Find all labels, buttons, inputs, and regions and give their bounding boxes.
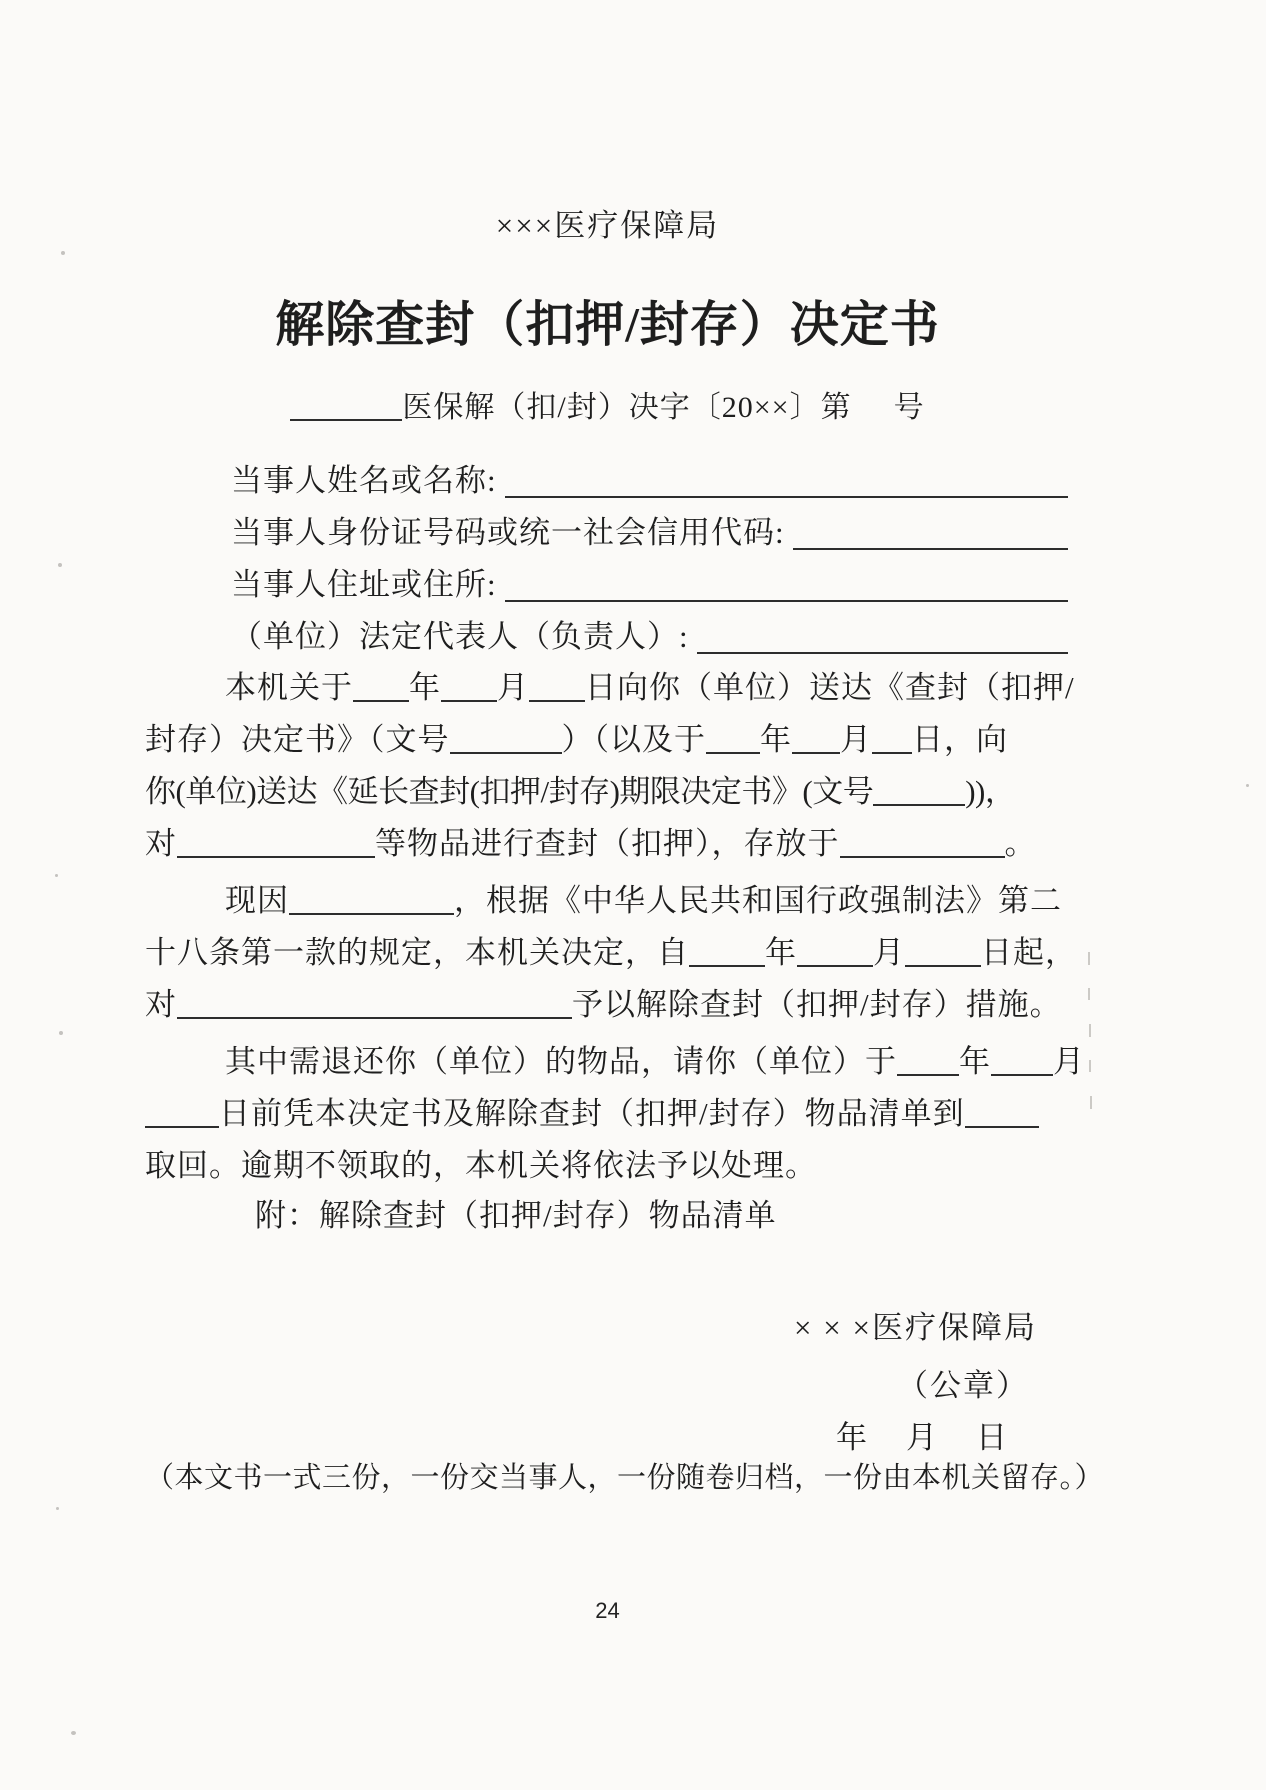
- party-field-row: [145, 507, 1070, 559]
- text-line: [145, 1140, 1080, 1192]
- blank-underline-field: [840, 856, 1005, 858]
- blank-underline-field: [706, 752, 760, 754]
- blank-underline-field: [290, 419, 402, 421]
- party-field-label: 当事人住址或住所:: [231, 567, 497, 602]
- blank-underline-field: [689, 965, 765, 967]
- text-segment: 日向你（单位）送达《查封（扣押/: [585, 670, 1075, 705]
- signature-organization: × × ×医疗保障局: [794, 1310, 1037, 1345]
- blank-underline-field: [145, 1126, 219, 1128]
- scan-speck: [56, 1507, 59, 1510]
- blank-underline-field: [505, 496, 1068, 498]
- blank-underline-field: [697, 652, 1068, 654]
- blank-underline-field: [873, 804, 965, 806]
- party-field-label: 当事人身份证号码或统一社会信用代码:: [231, 515, 785, 550]
- scan-speck: [61, 251, 65, 255]
- text-segment: 日起，: [981, 935, 1077, 970]
- text-line: [145, 662, 1080, 714]
- blank-underline-field: [991, 1074, 1053, 1076]
- text-segment: 号: [893, 391, 925, 424]
- blank-underline-field: [177, 1017, 572, 1019]
- signature-block: [794, 1306, 1037, 1460]
- text-segment: 十八条第一款的规定，本机关决定，自: [145, 935, 689, 970]
- text-segment: 月: [840, 722, 872, 757]
- text-segment: 等物品进行查封（扣押），存放于: [375, 826, 840, 861]
- document-title: 解除查封（扣押/封存）决定书: [275, 297, 940, 352]
- party-field-row: [145, 455, 1070, 507]
- blank-underline-field: [797, 965, 873, 967]
- text-line: [145, 927, 1080, 979]
- party-field-row: [145, 559, 1070, 611]
- blank-underline-field: [353, 700, 409, 702]
- text-line: [145, 1088, 1080, 1140]
- blank-underline-field: [289, 913, 454, 915]
- blank-underline-field: [897, 1074, 959, 1076]
- text-line: [145, 875, 1080, 927]
- scan-dash: [1088, 952, 1090, 965]
- scan-speck: [71, 1731, 76, 1735]
- blank-underline-field: [529, 700, 585, 702]
- text-segment: 对: [145, 826, 177, 861]
- document-number-line: [145, 382, 1070, 434]
- paragraph-item-retrieval: [145, 1036, 1085, 1192]
- text-segment: 月: [873, 935, 905, 970]
- copies-distribution-note: （本文书一式三份，一份交当事人，一份随卷归档，一份由本机关留存。）: [145, 1462, 1105, 1494]
- blank-underline-field: [450, 752, 562, 754]
- paragraph-service-of-seizure-decision: [145, 662, 1080, 870]
- text-segment: 对: [145, 987, 177, 1022]
- text-segment: 现因: [225, 883, 289, 918]
- text-line: [145, 979, 1080, 1031]
- text-segment: ）（以及于: [561, 722, 706, 757]
- text-segment: 年: [409, 670, 441, 705]
- text-segment: 本机关于: [225, 670, 353, 705]
- scan-dash: [1088, 988, 1090, 1000]
- text-segment: 其中需退还你（单位）的物品，请你（单位）于: [225, 1044, 897, 1079]
- scan-dash: [1090, 1096, 1092, 1109]
- scan-speck: [58, 563, 62, 567]
- text-segment: 年: [760, 722, 792, 757]
- party-info-section: [145, 455, 1070, 663]
- text-segment: 年: [959, 1044, 991, 1079]
- blank-underline-field: [505, 600, 1068, 602]
- text-segment: 。: [1004, 826, 1037, 861]
- text-segment: 予以解除查封（扣押/封存）措施。: [572, 987, 1062, 1022]
- issuing-organization-header: ×××医疗保障局: [495, 208, 720, 243]
- text-line: [145, 714, 1080, 766]
- blank-underline-field: [872, 752, 912, 754]
- text-segment: ))，: [965, 774, 1016, 809]
- blank-underline-field: [177, 856, 375, 858]
- text-line: [145, 818, 1080, 870]
- scan-dash: [1089, 1024, 1091, 1037]
- paragraph-lift-decision: [145, 875, 1080, 1031]
- scan-speck: [1246, 784, 1249, 787]
- text-segment: 日，向: [912, 722, 1008, 757]
- party-field-label: 当事人姓名或名称:: [231, 463, 497, 498]
- blank-underline-field: [905, 965, 981, 967]
- text-segment: 月: [497, 670, 529, 705]
- blank-underline-field: [792, 752, 840, 754]
- text-segment: 封存）决定书》（文号: [145, 722, 450, 757]
- scan-speck: [55, 874, 58, 877]
- page-number: 24: [595, 1598, 620, 1623]
- text-line: [145, 1036, 1085, 1088]
- attachment-note: 附：解除查封（扣押/封存）物品清单: [255, 1198, 777, 1233]
- signature-date-placeholder: 年 月 日: [836, 1420, 1011, 1455]
- blank-underline-field: [441, 700, 497, 702]
- text-segment: 医保解（扣/封）决字〔20××〕第: [402, 391, 852, 424]
- text-segment: 日前凭本决定书及解除查封（扣押/封存）物品清单到: [219, 1096, 965, 1131]
- text-segment: 取回。逾期不领取的，本机关将依法予以处理。: [145, 1148, 817, 1183]
- blank-underline-field: [965, 1126, 1039, 1128]
- official-seal-placeholder: （公章）: [897, 1368, 1029, 1403]
- party-field-row: [145, 611, 1070, 663]
- text-segment: 月: [1053, 1044, 1085, 1079]
- text-line: [145, 766, 1080, 818]
- blank-underline-field: [793, 548, 1068, 550]
- text-segment: 年: [765, 935, 797, 970]
- scan-speck: [59, 1031, 63, 1035]
- party-field-label: （单位）法定代表人（负责人）:: [231, 619, 689, 654]
- text-segment: 你(单位)送达《延长查封(扣押/封存)期限决定书》(文号: [145, 774, 874, 809]
- text-segment: ，根据《中华人民共和国行政强制法》第二: [454, 883, 1062, 918]
- scan-dash: [1089, 1060, 1091, 1072]
